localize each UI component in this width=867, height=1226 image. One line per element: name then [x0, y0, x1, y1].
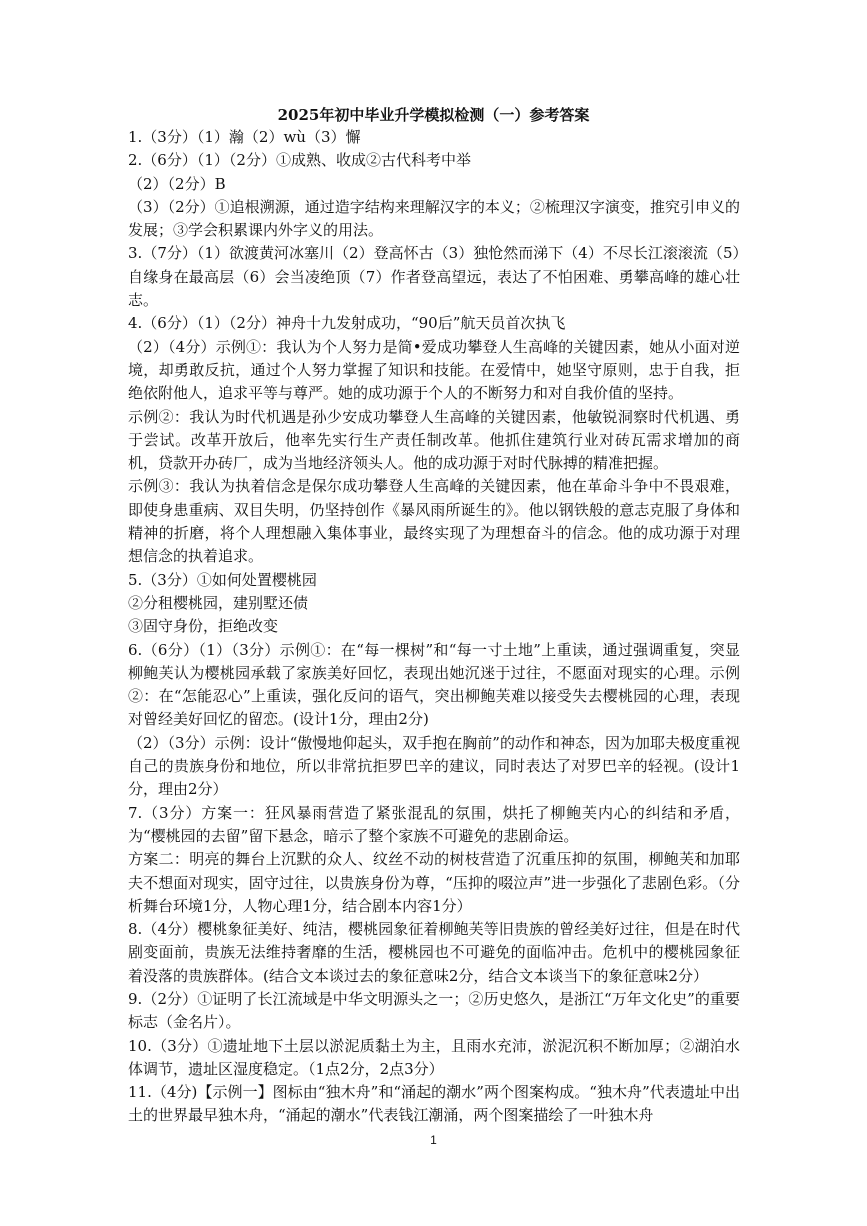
answer-paragraph: 11.（4分)【示例一】图标由“独木舟”和“涌起的潮水”两个图案构成。“独木舟”代表遗址中出土的世界最早独木舟，“涌起的潮水”代表钱江潮涌，两个图案描绘了一叶独木舟	[128, 1083, 740, 1125]
answer-paragraph: （2）（4分）示例①：我认为个人努力是简•爱成功攀登人生高峰的关键因素，她从小面对逆境，却勇敢反抗，通过个人努力掌握了知识和技能。在爱情中，她坚守原则，忠于自我，拒绝依附他人，追求平等与尊严。她的成功源于个人的不断努力和对自我价值的坚持。	[128, 337, 740, 403]
answer-paragraph: 3.（7分）（1）欲渡黄河冰塞川（2）登高怀古（3）独怆然而涕下（4）不尽长江滚滚流（5）自缘身在最高层（6）会当凌绝顶（7）作者登高望远，表达了不怕困难、勇攀高峰的雄心壮志。	[128, 244, 740, 310]
answer-paragraph: 5.（3分）①如何处置樱桃园	[128, 570, 317, 589]
answer-paragraph: 2.（6分）（1）（2分）①成熟、收成②古代科考中举	[128, 151, 471, 170]
answer-paragraph: ②分租樱桃园，建别墅还债	[128, 593, 309, 612]
answer-paragraph: 1.（3分）（1）瀚（2）wù（3）懈	[128, 128, 361, 146]
page-number: 1	[430, 1133, 437, 1147]
answer-paragraph: 示例③：我认为执着信念是保尔成功攀登人生高峰的关键因素，他在革命斗争中不畏艰难，即使身患重病、双目失明，仍坚持创作《暴风雨所诞生的》。他以钢铁般的意志克服了身体和精神的折磨，将个人理想融入集体事业，最终实现了为理想奋斗的信念。他的成功源于对理想信念的执着追求。	[128, 477, 740, 566]
answer-paragraph: 9.（2分）①证明了长江流域是中华文明源头之一；②历史悠久，是浙江“万年文化史”的重要标志（金名片）。	[128, 989, 740, 1032]
answer-paragraph: （2）（2分）B	[128, 174, 226, 193]
answer-paragraph: 4.（6分）（1）（2分）神舟十九发射成功，“90后”航天员首次执飞	[128, 314, 566, 333]
answer-paragraph: 6.（6分）（1）（3分）示例①：在“每一棵树”和“每一寸土地”上重读，通过强调重复，突显柳鲍芙认为樱桃园承载了家族美好回忆，表现出她沉迷于过往，不愿面对现实的心理。示例②：在“怎能忍心”上重读，强化反问的语气，突出柳鲍芙难以接受失去樱桃园的心理，表现对曾经美好回忆的留恋。(设计1分，理由2分)	[128, 640, 740, 729]
answer-paragraph: （3）（2分）①追根溯源，通过造字结构来理解汉字的本义；②梳理汉字演变，推究引申义的发展；③学会积累课内外字义的用法。	[128, 197, 740, 240]
answer-paragraph: 8.（4分）樱桃象征美好、纯洁，樱桃园象征着柳鲍芙等旧贵族的曾经美好过往，但是在时代剧变面前，贵族无法维持奢靡的生活，樱桃园也不可避免的面临冲击。危机中的樱桃园象征着没落的贵族群体。(结合文本谈过去的象征意味2分，结合文本谈当下的象征意味2分）	[128, 920, 740, 985]
answer-paragraph: （2）（3分）示例：设计“傲慢地仰起头，双手抱在胸前”的动作和神态，因为加耶夫极度重视自己的贵族身份和地位，所以非常抗拒罗巴辛的建议，同时表达了对罗巴辛的轻视。(设计1分，理由2分）	[128, 733, 740, 799]
answer-paragraph: 方案二：明亮的舞台上沉默的众人、纹丝不动的树枝营造了沉重压抑的氛围，柳鲍芙和加耶夫不想面对现实，固守过往，以贵族身份为尊，“压抑的啜泣声”进一步强化了悲剧色彩。（分析舞台环境1分，人物心理1分，结合剧本内容1分）	[128, 850, 740, 915]
answer-paragraph: 7.（3分）方案一：狂风暴雨营造了紧张混乱的氛围，烘托了柳鲍芙内心的纠结和矛盾，为“樱桃园的去留”留下悬念，暗示了整个家族不可避免的悲剧命运。	[128, 803, 740, 845]
page-title: 2025年初中毕业升学模拟检测（一）参考答案	[277, 106, 590, 124]
answer-body	[128, 126, 740, 1128]
answer-paragraph: 10.（3分）①遗址地下土层以淤泥质黏土为主，且雨水充沛，淤泥沉积不断加厚；②湖泊水体调节，遗址区湿度稳定。（1点2分，2点3分）	[128, 1036, 740, 1078]
answer-paragraph: 示例②：我认为时代机遇是孙少安成功攀登人生高峰的关键因素，他敏锐洞察时代机遇、勇于尝试。改革开放后，他率先实行生产责任制改革。他抓住建筑行业对砖瓦需求增加的商机，贷款开办砖厂，成为当地经济领头人。他的成功源于对时代脉搏的精准把握。	[128, 407, 740, 473]
answer-paragraph: ③固守身份，拒绝改变	[128, 617, 279, 636]
